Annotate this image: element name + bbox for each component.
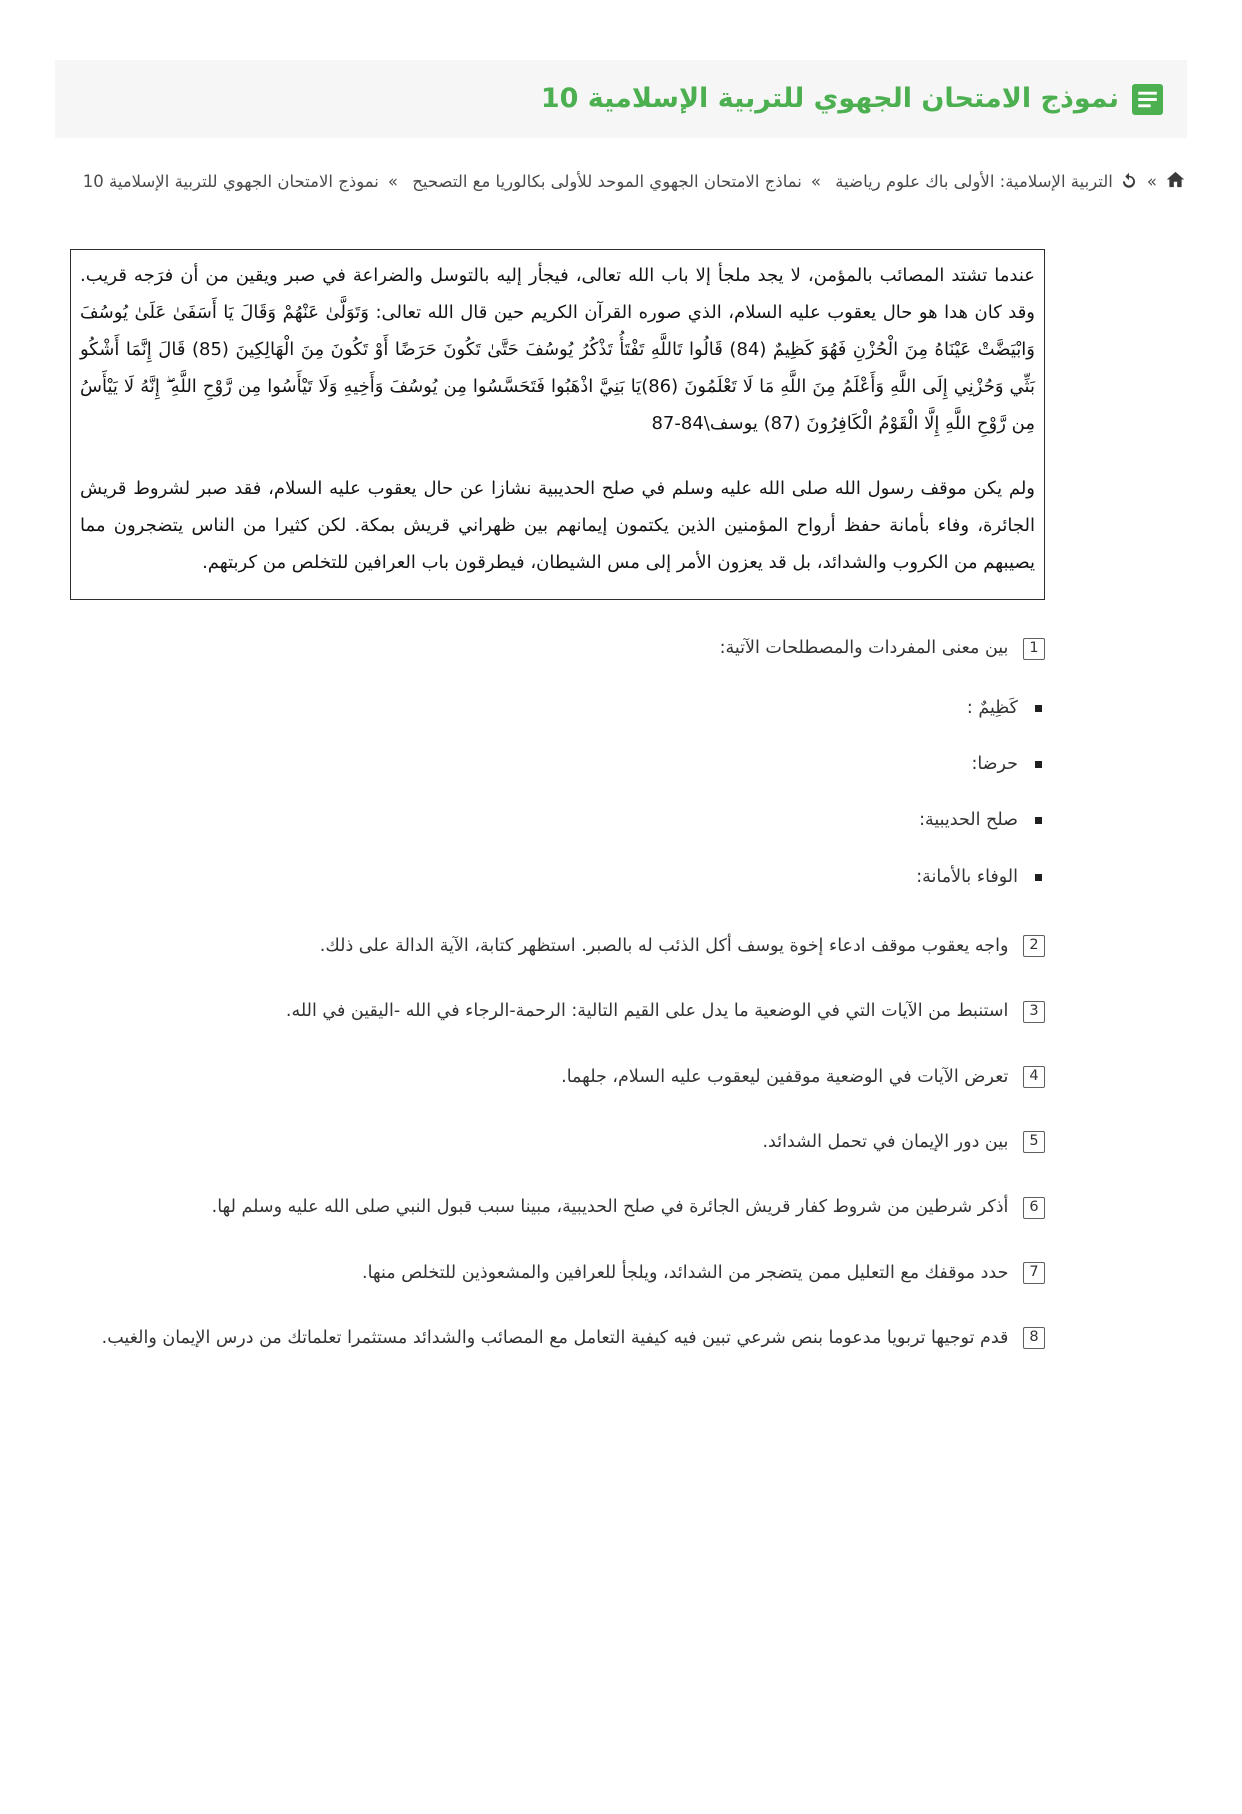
page-title: نموذج الامتحان الجهوي للتربية الإسلامية 10 — [540, 83, 1119, 115]
question-text: بين معنى المفردات والمصطلحات الآتية: — [719, 638, 1009, 659]
breadcrumb-separator: » — [810, 172, 821, 191]
passage-paragraph-2: ولم يكن موقف رسول الله صلى الله عليه وسلم في صلح الحديبية نشازا عن حال يعقوب عليه السلام، فقد صبر لشروط قريش الجائرة، وفاء بأمانة حفظ أرواح المؤمنين الذين يكتمون إيمانهم بين ظهراني قريش بمكة. لكن كثيرا من الناس يتضجرون مما يصيبهم من الكروب والشدائد، بل قد يعزون الأمر إلى مس الشيطان، فيطرقون باب العرافين للتخلص من كربتهم. — [80, 477, 1035, 573]
passage-box — [70, 249, 1045, 600]
home-icon — [1166, 174, 1185, 193]
page — [0, 60, 1242, 1353]
question-1-subitems — [70, 694, 1042, 892]
question-number: 3 — [1023, 1001, 1045, 1023]
breadcrumb-label-subject: التربية الإسلامية: الأولى باك علوم رياضية — [835, 172, 1113, 191]
breadcrumb — [57, 164, 1185, 203]
page-header — [55, 60, 1187, 138]
breadcrumb-crumb-current — [83, 172, 407, 191]
question-text: استنبط من الآيات التي في الوضعية ما يدل على القيم التالية: الرحمة-الرجاء في الله -اليقين في الله. — [285, 1001, 1009, 1022]
question-number: 6 — [1023, 1197, 1045, 1219]
question-5 — [70, 1128, 1045, 1157]
breadcrumb-crumb-models — [412, 172, 830, 191]
sync-icon — [1120, 167, 1138, 203]
breadcrumb-separator: » — [1146, 172, 1157, 191]
list-item — [70, 806, 1042, 835]
question-4 — [70, 1063, 1045, 1092]
subitem-text: صلح الحديبية: — [919, 810, 1018, 831]
question-3 — [70, 997, 1045, 1026]
square-bullet-icon — [1035, 705, 1042, 712]
question-number: 8 — [1023, 1327, 1045, 1349]
passage-paragraph-1: عندما تشتد المصائب بالمؤمن، لا يجد ملجأ إلا باب الله تعالى، فيجأر إليه بالتوسل والضراعة في صبر ويقين من أن فرَجه قريب. وقد كان هدا هو حال يعقوب عليه السلام، الذي صوره القرآن الكريم حين قال الله تعالى: وَتَوَلَّىٰ عَنْهُمْ وَقَالَ يَا أَسَفَىٰ عَلَىٰ يُوسُفَ وَابْيَضَّتْ عَيْنَاهُ مِنَ الْحُزْنِ فَهُوَ كَظِيمٌ (84) قَالُوا تَاللَّهِ تَفْتَأُ تَذْكُرُ يُوسُفَ حَتَّىٰ تَكُونَ حَرَضًا أَوْ تَكُونَ مِنَ الْهَالِكِينَ (85) قَالَ إِنَّمَا أَشْكُو بَثِّي وَحُزْنِي إِلَى اللَّهِ وَأَعْلَمُ مِنَ اللَّهِ مَا لَا تَعْلَمُونَ (86)يَا بَنِيَّ اذْهَبُوا فَتَحَسَّسُوا مِن يُوسُفَ وَأَخِيهِ وَلَا تَيْأَسُوا مِن رَّوْحِ اللَّهِ ۖ إِنَّهُ لَا يَيْأَسُ مِن رَّوْحِ اللَّهِ إِلَّا الْقَوْمُ الْكَافِرُونَ (87) يوسف\84-87 — [80, 265, 1035, 434]
list-item — [70, 863, 1042, 892]
question-number: 5 — [1023, 1131, 1045, 1153]
question-number: 2 — [1023, 935, 1045, 957]
breadcrumb-label-models: نماذج الامتحان الجهوي الموحد للأولى بكالوريا مع التصحيح — [412, 172, 802, 191]
list-item — [70, 750, 1042, 779]
question-text: بين دور الإيمان في تحمل الشدائد. — [762, 1131, 1009, 1152]
question-number: 7 — [1023, 1262, 1045, 1284]
breadcrumb-link-models[interactable] — [412, 172, 802, 191]
subitem-text: حرضا: — [971, 754, 1018, 775]
breadcrumb-link-subject[interactable] — [835, 172, 1138, 191]
breadcrumb-separator: » — [387, 172, 398, 191]
title-wrap — [541, 81, 1163, 116]
breadcrumb-home-link[interactable] — [1166, 166, 1185, 202]
question-number: 4 — [1023, 1066, 1045, 1088]
question-number: 1 — [1023, 638, 1045, 660]
question-8 — [70, 1324, 1045, 1353]
question-6 — [70, 1193, 1045, 1222]
subitem-text: كَظِيمٌ : — [966, 697, 1018, 718]
question-text: واجه يعقوب موقف ادعاء إخوة يوسف أكل الذئب له بالصبر. استظهر كتابة، الآية الدالة على ذلك. — [319, 935, 1009, 956]
square-bullet-icon — [1035, 874, 1042, 881]
question-text: حدد موقفك مع التعليل ممن يتضجر من الشدائد، ويلجأ للعرافين والمشعوذين للتخلص منها. — [362, 1262, 1009, 1283]
question-1 — [70, 634, 1045, 892]
breadcrumb-link-current[interactable] — [83, 172, 379, 191]
list-item — [70, 694, 1042, 723]
question-text: تعرض الآيات في الوضعية موقفين ليعقوب عليه السلام، جلهما. — [561, 1066, 1009, 1087]
exam-content — [70, 249, 1045, 1353]
question-text: قدم توجيها تربويا مدعوما بنص شرعي تبين فيه كيفية التعامل مع المصائب والشدائد مستثمرا تعلماتك من درس الإيمان والغيب. — [101, 1327, 1009, 1348]
question-text: أذكر شرطين من شروط كفار قريش الجائرة في صلح الحديبية، مبينا سبب قبول النبي صلى الله عليه وسلم لها. — [211, 1197, 1009, 1218]
square-bullet-icon — [1035, 817, 1042, 824]
questions-list — [70, 634, 1045, 1353]
square-bullet-icon — [1035, 761, 1042, 768]
question-7 — [70, 1259, 1045, 1288]
subitem-text: الوفاء بالأمانة: — [916, 866, 1018, 887]
question-2 — [70, 932, 1045, 961]
breadcrumb-crumb-category — [835, 172, 1166, 191]
exam-list-icon — [1132, 84, 1163, 115]
breadcrumb-label-current: نموذج الامتحان الجهوي للتربية الإسلامية 10 — [82, 172, 379, 191]
